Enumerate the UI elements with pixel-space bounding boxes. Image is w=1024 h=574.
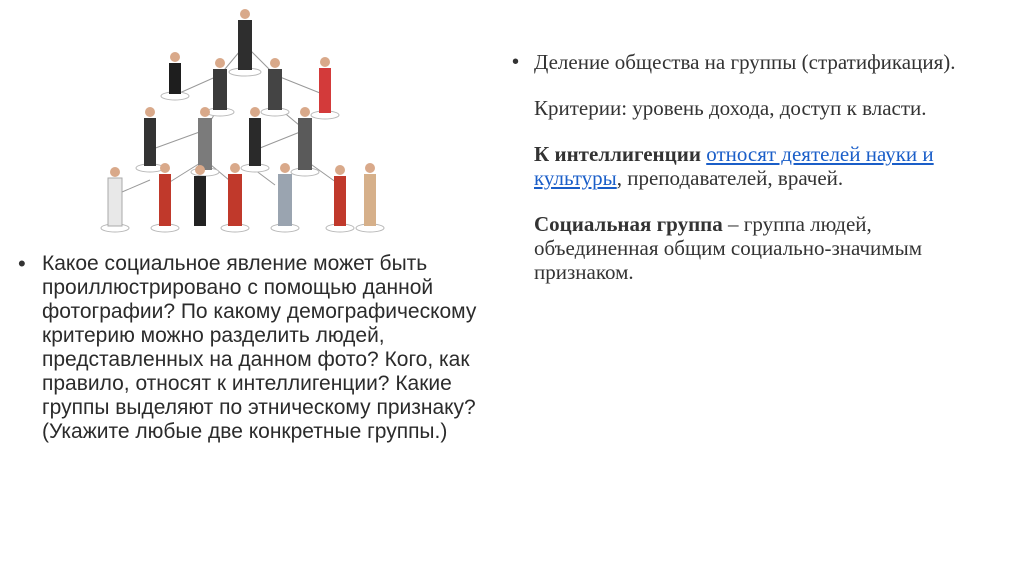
answer-block (512, 50, 982, 306)
answer-criteria: Критерии: уровень дохода, доступ к власти. (534, 96, 927, 120)
bullet-icon: • (512, 51, 520, 73)
answer-content (534, 50, 974, 306)
social-group-definition: – группа людей, объединенная общим социально-значимым признаком. (534, 212, 922, 284)
answer-bullet-item (512, 50, 982, 306)
intelligentsia-link[interactable]: относят деятелей науки и культуры (534, 142, 934, 190)
answer-stratification: Деление общества на группы (стратификация). (534, 50, 956, 74)
social-group-term: Социальная группа (534, 212, 723, 236)
bullet-icon: • (18, 251, 26, 276)
intelligentsia-rest: , преподавателей, врачей. (616, 166, 844, 190)
people-pyramid-photo (90, 0, 390, 240)
question-block (18, 252, 498, 444)
answer-social-group (534, 212, 974, 284)
answer-intelligentsia (534, 142, 974, 190)
question-text: Какое социальное явление может быть проиллюстрировано с помощью данной фотографии? По какому демографическому критерию можно разделить людей, представленных на данном фото? Кого, как правило, относят к интеллигенции? Какие группы выделяют по этническому признаку? (Укажите любые две конкретные группы.) (42, 252, 477, 443)
intelligentsia-heading: К интеллигенции (534, 142, 701, 166)
question-bullet-item (18, 252, 498, 444)
